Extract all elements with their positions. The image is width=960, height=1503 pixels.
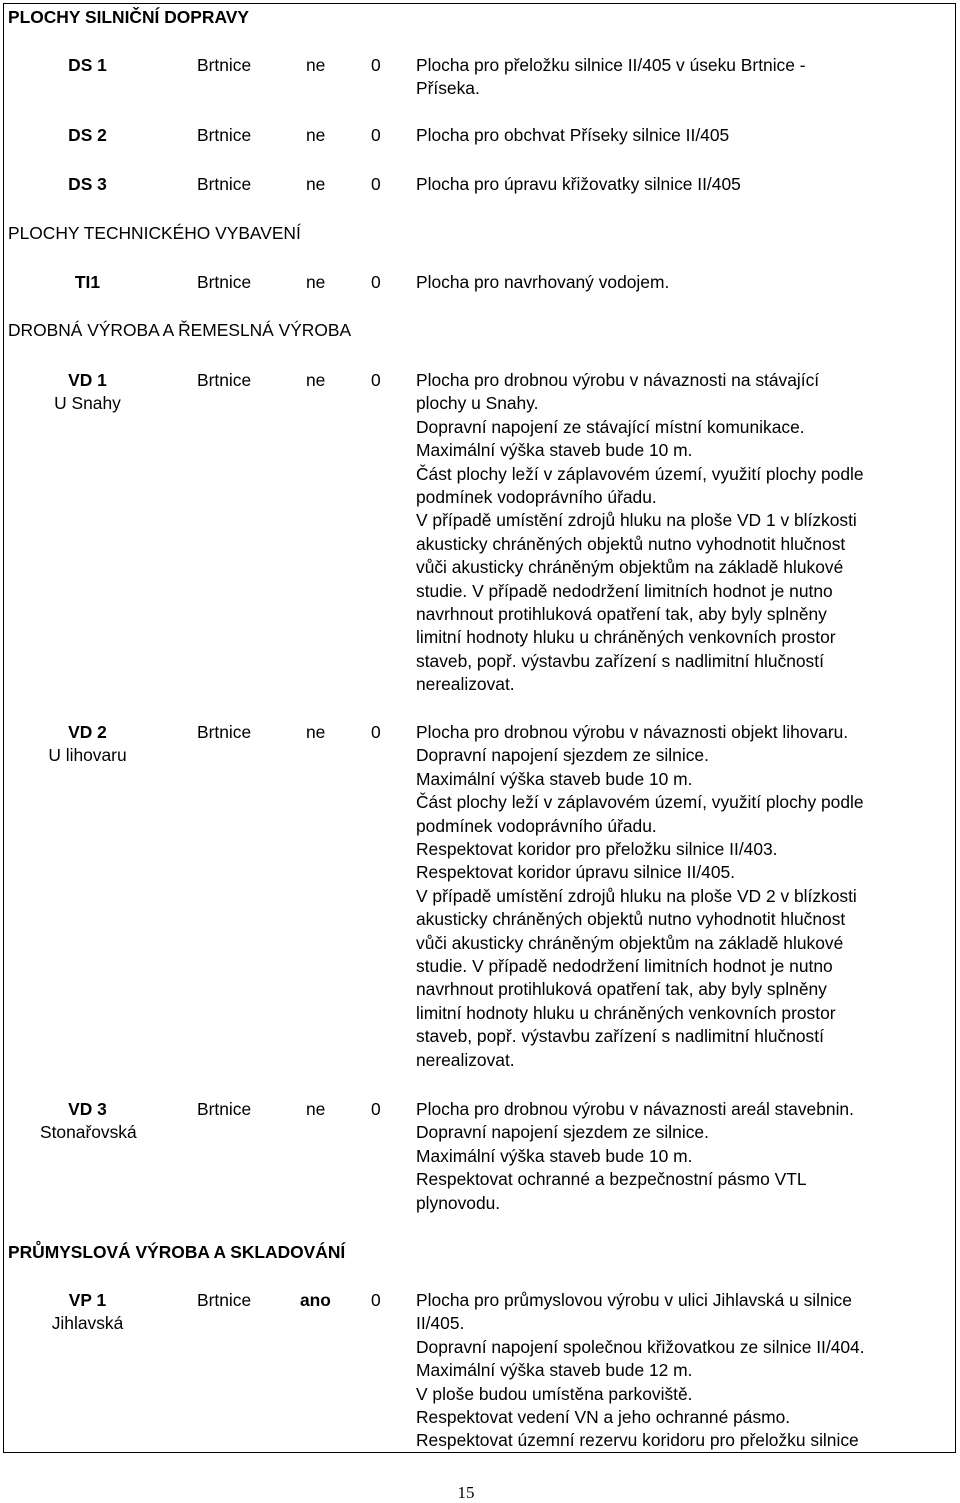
row-code: TI1 bbox=[74, 272, 101, 292]
row-code-block: VD 2 U lihovaru bbox=[48, 722, 127, 766]
row-description: Plocha pro přeložku silnice II/405 v úseku Brtnice - Příseka. bbox=[416, 55, 806, 99]
row-flag: ne bbox=[306, 722, 326, 742]
row-location: Brtnice bbox=[197, 272, 252, 292]
row-count: 0 bbox=[371, 722, 381, 742]
row-count: 0 bbox=[371, 370, 381, 390]
row-flag: ne bbox=[306, 370, 326, 390]
row-count: 0 bbox=[371, 125, 381, 145]
row-count: 0 bbox=[371, 272, 381, 292]
row-location: Brtnice bbox=[197, 1290, 252, 1310]
row-count: 0 bbox=[371, 1099, 381, 1119]
row-count: 0 bbox=[371, 174, 381, 194]
row-description: Plocha pro drobnou výrobu v návaznosti na stávající plochy u Snahy. Dopravní napojení ze stávající místní komunikace. Maximální výška staveb bude 10 m. Část plochy leží v záplavovém území, využití plochy podle podmínek vodoprávního úřadu. V případě umístění zdrojů hluku na ploše VD 1 v blízkosti akusticky chráněných objektů nutno vyhodnotit hlučnost vůči akusticky chráněným objektům na základě hlukové studie. V případě nedodržení limitních hodnot je nutno navrhnout protihluková opatření tak, aby byly splněny limitní hodnoty hluku u chráněných venkovních prostor staveb, popř. výstavbu zařízení s nadlimitní hlučností nerealizovat. bbox=[416, 370, 864, 695]
section-heading: PLOCHY TECHNICKÉHO VYBAVENÍ bbox=[8, 223, 301, 243]
row-flag: ne bbox=[306, 174, 326, 194]
row-count: 0 bbox=[371, 1290, 381, 1310]
row-location: Brtnice bbox=[197, 174, 252, 194]
row-location: Brtnice bbox=[197, 1099, 252, 1119]
row-code: DS 1 bbox=[68, 55, 107, 75]
section-heading: PRŮMYSLOVÁ VÝROBA A SKLADOVÁNÍ bbox=[8, 1242, 346, 1262]
section-heading: DROBNÁ VÝROBA A ŘEMESLNÁ VÝROBA bbox=[8, 320, 352, 340]
row-location: Brtnice bbox=[197, 55, 252, 75]
row-location: Brtnice bbox=[197, 722, 252, 742]
row-code-block: VP 1 Jihlavská bbox=[51, 1290, 124, 1334]
row-flag: ano bbox=[300, 1290, 331, 1310]
row-code-block: VD 1 U Snahy bbox=[54, 370, 121, 414]
row-code: DS 3 bbox=[68, 174, 107, 194]
row-code: DS 2 bbox=[68, 125, 107, 145]
row-description: Plocha pro obchvat Příseky silnice II/405 bbox=[416, 125, 730, 145]
row-code-block: VD 3 Stonařovská bbox=[40, 1099, 137, 1143]
row-location: Brtnice bbox=[197, 370, 252, 390]
row-flag: ne bbox=[306, 1099, 326, 1119]
row-location: Brtnice bbox=[197, 125, 252, 145]
row-description: Plocha pro navrhovaný vodojem. bbox=[416, 272, 670, 292]
section-heading: PLOCHY SILNIČNÍ DOPRAVY bbox=[8, 7, 249, 27]
row-description: Plocha pro drobnou výrobu v návaznosti areál stavebnin. Dopravní napojení sjezdem ze silnice. Maximální výška staveb bude 10 m. Respektovat ochranné a bezpečnostní pásmo VTL plynovodu. bbox=[416, 1099, 854, 1213]
row-description: Plocha pro úpravu křižovatky silnice II/405 bbox=[416, 174, 741, 194]
row-description: Plocha pro drobnou výrobu v návaznosti objekt lihovaru. Dopravní napojení sjezdem ze silnice. Maximální výška staveb bude 10 m. Část plochy leží v záplavovém území, využití plochy podle podmínek vodoprávního úřadu. Respektovat koridor pro přeložku silnice II/403. Respektovat koridor úpravu silnice II/405. V případě umístění zdrojů hluku na ploše VD 2 v blízkosti akusticky chráněných objektů nutno vyhodnotit hlučnost vůči akusticky chráněným objektům na základě hlukové studie. V případě nedodržení limitních hodnot je nutno navrhnout protihluková opatření tak, aby byly splněny limitní hodnoty hluku u chráněných venkovních prostor staveb, popř. výstavbu zařízení s nadlimitní hlučností nerealizovat. bbox=[416, 722, 864, 1070]
row-flag: ne bbox=[306, 55, 326, 75]
row-flag: ne bbox=[306, 272, 326, 292]
page-number: 15 bbox=[457, 1483, 475, 1502]
row-description: Plocha pro průmyslovou výrobu v ulici Jihlavská u silnice II/405. Dopravní napojení společnou křižovatkou ze silnice II/404. Maximální výška staveb bude 12 m. V ploše budou umístěna parkoviště. Respektovat vedení VN a jeho ochranné pásmo. Respektovat územní rezervu koridoru pro přeložku silnice bbox=[416, 1290, 865, 1451]
row-flag: ne bbox=[306, 125, 326, 145]
row-count: 0 bbox=[371, 55, 381, 75]
